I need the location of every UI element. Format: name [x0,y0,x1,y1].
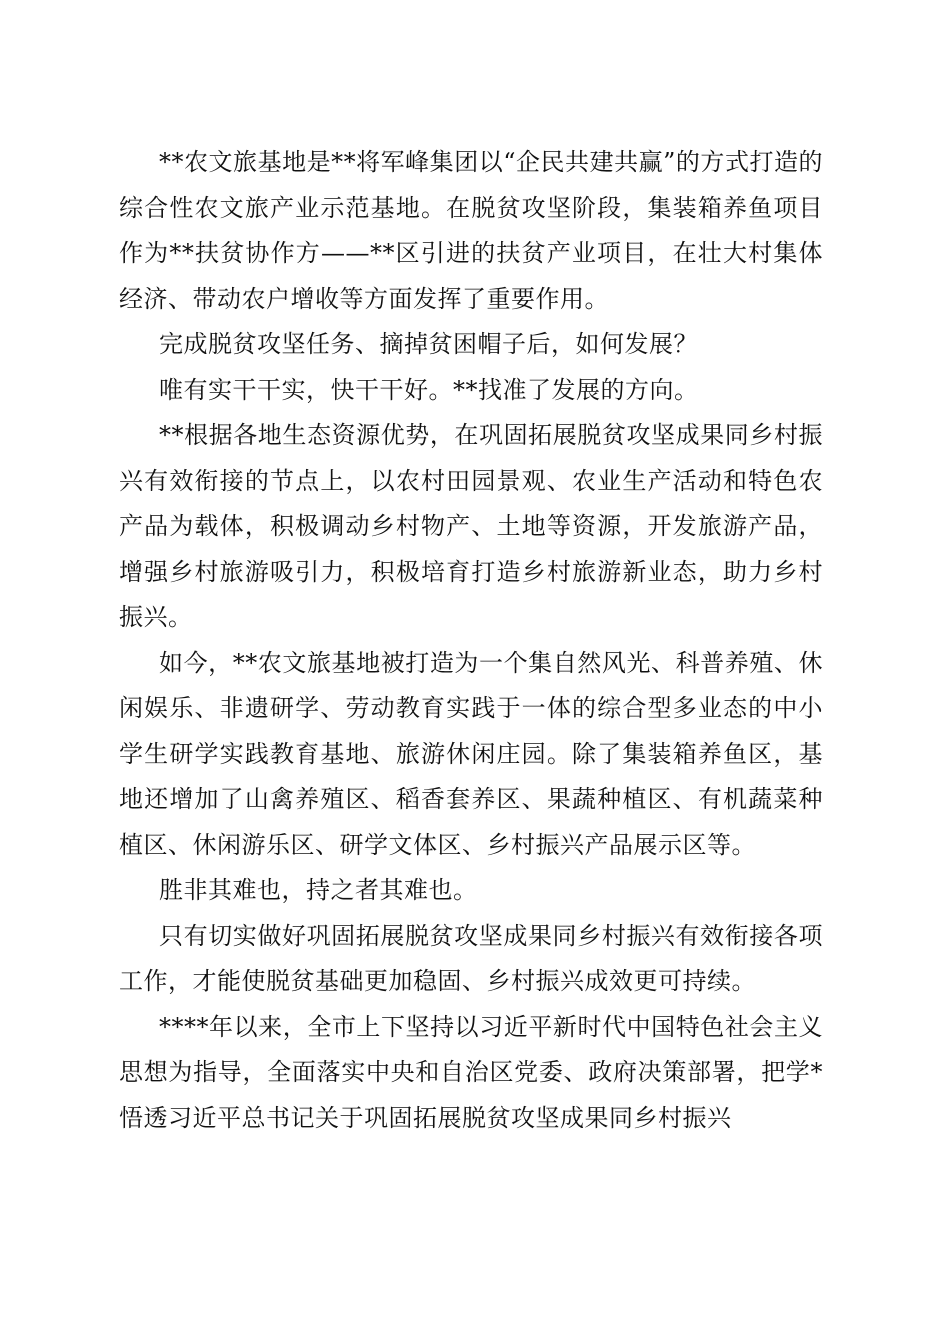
paragraph: **农文旅基地是**将军峰集团以“企民共建共赢”的方式打造的综合性农文旅产业示范基地。在脱贫攻坚阶段，集装箱养鱼项目作为**扶贫协作方——**区引进的扶贫产业项目，在壮大村集体经济、带动农户增收等方面发挥了重要作用。 [119,148,823,313]
paragraph: 胜非其难也，持之者其难也。 [159,876,478,904]
paragraph: ****年以来，全市上下坚持以习近平新时代中国特色社会主义思想为指导，全面落实中央和自治区党委、政府决策部署，把学*悟透习近平总书记关于巩固拓展脱贫攻坚成果同乡村振兴 [119,1012,823,1132]
paragraph: 完成脱贫攻坚任务、摘掉贫困帽子后，如何发展？ [159,330,698,358]
paragraph: **根据各地生态资源优势，在巩固拓展脱贫攻坚成果同乡村振兴有效衔接的节点上，以农村田园景观、农业生产活动和特色农产品为载体，积极调动乡村物产、土地等资源，开发旅游产品，增强乡村旅游吸引力，积极培育打造乡村旅游新业态，助力乡村振兴。 [119,421,823,631]
paragraph: 唯有实干干实，快干干好。**找准了发展的方向。 [159,375,699,404]
paragraph: 如今，**农文旅基地被打造为一个集自然风光、科普养殖、休闲娱乐、非遗研学、劳动教育实践于一体的综合型多业态的中小学生研学实践教育基地、旅游休闲庄园。除了集装箱养鱼区，基地还增加了山禽养殖区、稻香套养区、果蔬种植区、有机蔬菜种植区、休闲游乐区、研学文体区、乡村振兴产品展示区等。 [119,648,823,859]
document-body [119,140,823,1141]
paragraph: 只有切实做好巩固拓展脱贫攻坚成果同乡村振兴有效衔接各项工作，才能使脱贫基础更加稳固、乡村振兴成效更可持续。 [119,921,823,995]
